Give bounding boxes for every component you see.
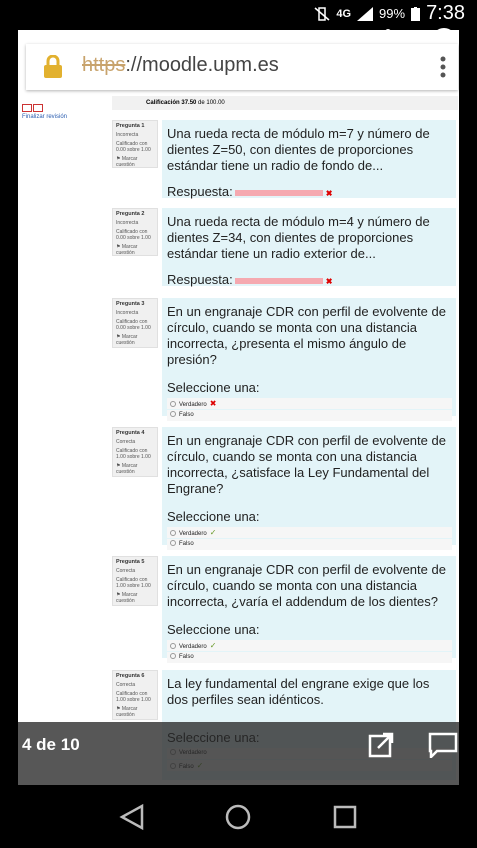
url-host: ://moodle.upm.es xyxy=(125,54,279,76)
correct-check-icon: ✓ xyxy=(209,528,217,537)
incorrect-cross-icon: ✖ xyxy=(325,277,333,286)
question-state: Incorrecta xyxy=(116,310,139,316)
status-bar xyxy=(0,0,477,26)
battery-icon xyxy=(411,7,420,21)
screenshot-image xyxy=(18,30,459,785)
question-info xyxy=(112,208,158,256)
finalizar-link[interactable]: Finalizar revisión xyxy=(22,114,68,120)
select-label: Seleccione una: xyxy=(167,380,260,395)
answer-row xyxy=(167,272,452,290)
question-content xyxy=(162,427,456,545)
question-grade: Calificado con 1.00 sobre 1.00 xyxy=(116,448,151,460)
grade-label: Calificación xyxy=(146,100,180,106)
question-text: En un engranaje CDR con perfil de evolvente de círculo, cuando se monta con una distancia incorrecta, ¿presenta el mismo ángulo de presión? xyxy=(167,304,446,367)
nav-home-icon[interactable] xyxy=(224,803,252,831)
select-label: Seleccione una: xyxy=(167,509,260,524)
incorrect-cross-icon: ✖ xyxy=(325,189,333,198)
quiz-navigation xyxy=(22,104,106,120)
question-grade: Calificado con 0.00 sobre 1.00 xyxy=(116,229,151,241)
option-false[interactable]: Falso xyxy=(167,652,452,663)
network-type: 4G xyxy=(336,7,352,20)
question-state: Correcta xyxy=(116,682,136,688)
image-counter: 4 de 10 xyxy=(22,735,80,754)
options xyxy=(167,527,452,550)
battery-level: 99% xyxy=(379,6,406,21)
question-state: Correcta xyxy=(116,568,136,574)
nav-back-icon[interactable] xyxy=(118,803,146,831)
question-info xyxy=(112,556,158,606)
correct-check-icon: ✓ xyxy=(209,641,217,650)
question-number: Pregunta 5 xyxy=(116,559,145,565)
answer-row xyxy=(167,184,452,202)
question-text: En un engranaje CDR con perfil de evolvente de círculo, cuando se monta con una distancia incorrecta, ¿varía el addendum de los dientes? xyxy=(167,562,446,609)
answer-field xyxy=(235,190,323,196)
question-state: Incorrecta xyxy=(116,220,139,226)
answer-field xyxy=(235,278,323,284)
url-scheme: https xyxy=(82,54,126,76)
question-info xyxy=(112,120,158,168)
question-text: Una rueda recta de módulo m=4 y número de dientes Z=34, con dientes de proporciones estándar tiene un radio exterior de... xyxy=(167,214,430,261)
options xyxy=(167,640,452,663)
question-grade: Calificado con 0.00 sobre 1.00 xyxy=(116,319,151,331)
question-state: Incorrecta xyxy=(116,132,139,138)
flag-question[interactable]: ⚑ Marcar cuestión xyxy=(116,244,138,256)
nav-recents-icon[interactable] xyxy=(331,803,359,831)
flag-question[interactable]: ⚑ Marcar cuestión xyxy=(116,156,138,168)
browser-url-bar[interactable] xyxy=(26,44,458,90)
question-number: Pregunta 1 xyxy=(116,123,145,129)
viewer-bottom-bar xyxy=(18,722,459,785)
option-false[interactable]: Falso xyxy=(167,539,452,550)
question-info xyxy=(112,670,158,720)
question-info xyxy=(112,427,158,477)
question-content xyxy=(162,556,456,658)
question-content xyxy=(162,298,456,416)
open-external-icon[interactable] xyxy=(368,732,394,758)
comment-icon[interactable] xyxy=(428,732,458,758)
option-false[interactable]: Falso xyxy=(167,410,452,421)
clock: 7:38 xyxy=(426,2,465,24)
question-info xyxy=(112,298,158,348)
flag-question[interactable]: ⚑ Marcar cuestión xyxy=(116,592,138,604)
vibrate-off-icon xyxy=(314,7,330,21)
lock-icon xyxy=(42,55,64,79)
grade-suffix: de 100.00 xyxy=(198,100,225,106)
flag-question[interactable]: ⚑ Marcar cuestión xyxy=(116,463,138,475)
question-text: Una rueda recta de módulo m=7 y número de dientes Z=50, con dientes de proporciones estándar tiene un radio de fondo de... xyxy=(167,126,430,173)
question-nav-boxes[interactable] xyxy=(22,104,106,112)
question-grade: Calificado con 1.00 sobre 1.00 xyxy=(116,577,151,589)
flag-question[interactable]: ⚑ Marcar cuestión xyxy=(116,706,138,718)
answer-label: Respuesta: xyxy=(167,272,233,287)
question-content xyxy=(162,120,456,198)
answer-label: Respuesta: xyxy=(167,184,233,199)
question-number: Pregunta 3 xyxy=(116,301,145,307)
option-true[interactable]: Verdadero ✓ xyxy=(167,527,452,538)
question-number: Pregunta 4 xyxy=(116,430,145,436)
question-content xyxy=(162,208,456,286)
question-state: Correcta xyxy=(116,439,136,445)
options xyxy=(167,398,452,421)
question-number: Pregunta 2 xyxy=(116,211,145,217)
select-label: Seleccione una: xyxy=(167,622,260,637)
signal-icon xyxy=(357,7,373,21)
question-text: En un engranaje CDR con perfil de evolvente de círculo, cuando se monta con una distancia incorrecta, ¿satisface la Ley Fundamental del Engrane? xyxy=(167,433,446,496)
flag-question[interactable]: ⚑ Marcar cuestión xyxy=(116,334,138,346)
grade-value: 37.50 xyxy=(181,100,197,106)
option-true[interactable]: Verdadero ✖ xyxy=(167,398,452,409)
question-text: La ley fundamental del engrane exige que los dos perfiles sean idénticos. xyxy=(167,676,430,707)
question-grade: Calificado con 1.00 sobre 1.00 xyxy=(116,691,151,703)
incorrect-cross-icon: ✖ xyxy=(209,399,217,408)
url-text xyxy=(82,54,279,77)
question-grade: Calificado con 0.00 sobre 1.00 xyxy=(116,141,151,153)
grade-summary xyxy=(112,96,458,110)
menu-dots-icon[interactable] xyxy=(440,56,446,78)
option-true[interactable]: Verdadero ✓ xyxy=(167,640,452,651)
question-number: Pregunta 6 xyxy=(116,673,145,679)
system-nav-bar xyxy=(0,785,477,848)
